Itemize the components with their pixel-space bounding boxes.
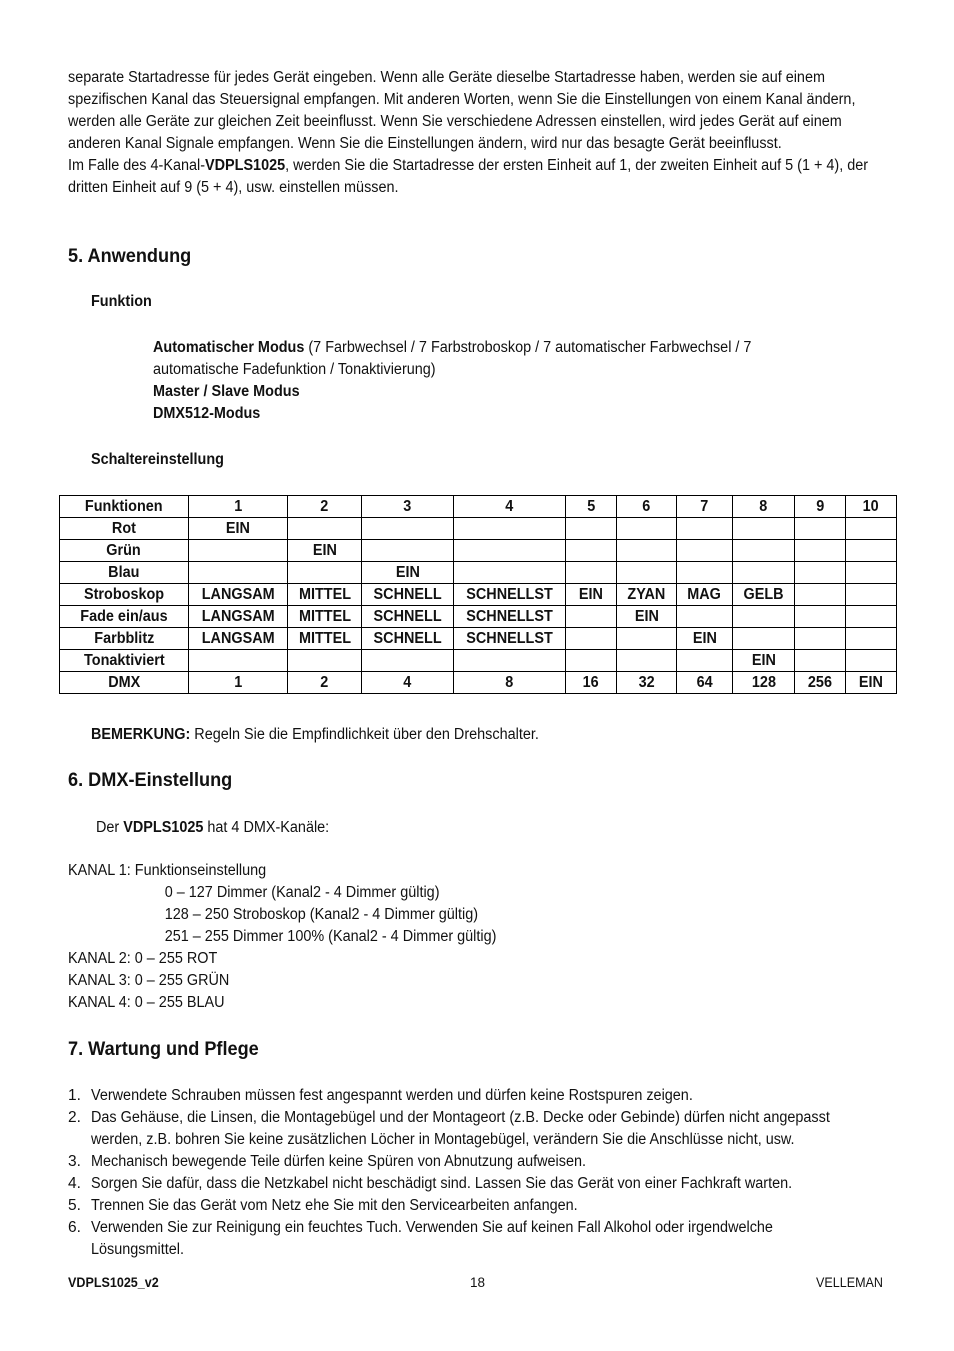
kanal-1-range-3: 251 – 255 Dimmer 100% (Kanal2 - 4 Dimmer gültig) — [164, 928, 497, 945]
table-cell — [733, 518, 795, 540]
table-cell — [795, 606, 846, 628]
list-number: 4. — [68, 1175, 81, 1192]
table-cell — [677, 496, 733, 518]
table-cell — [362, 628, 454, 650]
list-text: Sorgen Sie dafür, dass die Netzkabel nicht beschädigt sind. Lassen Sie das Gerät von einer Fachkraft warten. — [91, 1175, 793, 1192]
cell-text: 64 — [696, 674, 713, 691]
table-row — [60, 518, 897, 540]
list-text: Trennen Sie das Gerät vom Netz ehe Sie mit den Servicearbeiten anfangen. — [91, 1197, 578, 1214]
table-cell — [288, 606, 362, 628]
cell-text: MITTEL — [298, 630, 351, 647]
list-number: 3. — [68, 1153, 81, 1170]
table-cell — [362, 606, 454, 628]
table-cell — [454, 562, 566, 584]
cell-text: 9 — [815, 498, 825, 515]
section-7-heading: 7. Wartung und Pflege — [68, 1038, 259, 1060]
table-cell — [846, 628, 897, 650]
cell-text: 8 — [505, 674, 514, 691]
list-text: Mechanisch bewegende Teile dürfen keine Spüren von Abnutzung aufweisen. — [91, 1153, 587, 1170]
table-cell — [454, 496, 566, 518]
table-cell — [795, 518, 846, 540]
table-row-label — [60, 496, 189, 518]
auto-mode-line: Automatischer Modus (7 Farbwechsel / 7 Farbstroboskop / 7 automatischer Farbwechsel / 7 — [153, 339, 752, 356]
cell-text: SCHNELL — [373, 630, 442, 647]
cell-text: 3 — [403, 498, 412, 515]
table-cell — [677, 606, 733, 628]
list-text: Verwendete Schrauben müssen fest angespannt werden und dürfen keine Rostspuren zeigen. — [91, 1087, 693, 1104]
cell-text: SCHNELL — [373, 586, 442, 603]
table-cell — [189, 672, 288, 694]
cell-text: EIN — [225, 520, 251, 537]
table-cell — [617, 496, 677, 518]
cell-text: Funktionen — [85, 498, 163, 515]
cell-text: EIN — [312, 542, 337, 559]
cell-text: EIN — [395, 564, 420, 581]
table-cell — [795, 650, 846, 672]
table-cell — [795, 540, 846, 562]
table-cell — [362, 540, 454, 562]
table-cell — [288, 628, 362, 650]
table-cell — [189, 518, 288, 540]
table-cell — [617, 628, 677, 650]
table-cell — [189, 540, 288, 562]
cell-text: 8 — [759, 498, 768, 515]
table-cell — [566, 518, 617, 540]
table-cell — [617, 584, 677, 606]
cell-text: LANGSAM — [201, 586, 275, 603]
table-row — [60, 650, 897, 672]
dmx-intro-text: Der VDPLS1025 hat 4 DMX-Kanäle: — [96, 819, 330, 836]
footer-model: VDPLS1025_v2 — [68, 1275, 159, 1290]
cell-text: MAG — [687, 586, 722, 603]
table-row-label — [60, 584, 189, 606]
table-cell — [846, 562, 897, 584]
cell-text: EIN — [692, 630, 717, 647]
table-cell — [733, 628, 795, 650]
cell-text: 2 — [320, 498, 329, 515]
cell-text: EIN — [858, 674, 884, 691]
cell-text: 5 — [586, 498, 596, 515]
table-cell — [288, 562, 362, 584]
cell-text: ZYAN — [627, 586, 666, 603]
cell-text: 2 — [320, 674, 329, 691]
table-cell — [795, 628, 846, 650]
table-cell — [677, 672, 733, 694]
table-row-label — [60, 540, 189, 562]
cell-text: 7 — [700, 498, 709, 515]
table-cell — [189, 606, 288, 628]
cell-text: Tonaktiviert — [83, 652, 165, 669]
cell-text: Grün — [106, 542, 142, 559]
table-cell — [733, 584, 795, 606]
table-cell — [733, 650, 795, 672]
cell-text: MITTEL — [298, 586, 351, 603]
table-cell — [795, 672, 846, 694]
table-cell — [362, 650, 454, 672]
table-cell — [733, 606, 795, 628]
table-cell — [288, 496, 362, 518]
table-cell — [566, 584, 617, 606]
table-row — [60, 562, 897, 584]
table-row — [60, 540, 897, 562]
table-row-label — [60, 606, 189, 628]
table-row-label — [60, 650, 189, 672]
table-cell — [733, 672, 795, 694]
intro-block — [68, 67, 886, 199]
table-cell — [846, 650, 897, 672]
cell-text: EIN — [634, 608, 659, 625]
cell-text: LANGSAM — [201, 630, 275, 647]
cell-text: SCHNELLST — [466, 586, 553, 603]
master-slave-mode: Master / Slave Modus — [153, 383, 300, 400]
switch-settings-table — [59, 495, 897, 694]
table-cell — [288, 584, 362, 606]
table-cell — [454, 650, 566, 672]
table-cell — [795, 496, 846, 518]
table-cell — [454, 606, 566, 628]
note-line — [91, 724, 742, 746]
section-5-heading: 5. Anwendung — [68, 245, 192, 267]
cell-text: 6 — [642, 498, 651, 515]
table-cell — [677, 562, 733, 584]
kanal-block — [68, 860, 719, 1014]
table-cell — [189, 496, 288, 518]
funktion-label: Funktion — [91, 293, 152, 310]
table-cell — [189, 628, 288, 650]
cell-text: 32 — [638, 674, 655, 691]
table-cell — [846, 518, 897, 540]
cell-text: SCHNELL — [373, 608, 442, 625]
cell-text: Fade ein/aus — [80, 608, 168, 625]
table-cell — [617, 672, 677, 694]
cell-text: 4 — [403, 674, 412, 691]
cell-text: 128 — [751, 674, 776, 691]
table-cell — [617, 650, 677, 672]
table-cell — [617, 606, 677, 628]
footer-brand: VELLEMAN — [816, 1275, 883, 1290]
footer-page-number: 18 — [470, 1275, 486, 1290]
schalter-label: Schaltereinstellung — [91, 451, 224, 468]
auto-mode-line-2: automatische Fadefunktion / Tonaktivierung) — [153, 361, 436, 378]
table-cell — [454, 540, 566, 562]
list-number: 1. — [68, 1087, 81, 1104]
table-cell — [362, 562, 454, 584]
cell-text: 10 — [862, 498, 880, 515]
intro-paragraph-2: Im Falle des 4-Kanal-VDPLS1025, werden Sie die Startadresse der ersten Einheit auf 1, der zweiten Einheit auf 5 (1 + 4), der dritten Einheit auf 9 (5 + 4), usw. einstellen müssen. — [68, 157, 869, 196]
table-row — [60, 606, 897, 628]
list-number: 6. — [68, 1219, 81, 1236]
table-cell — [288, 518, 362, 540]
kanal-1: KANAL 1: Funktionseinstellung — [68, 862, 267, 879]
cell-text: 1 — [233, 674, 243, 691]
table-cell — [617, 562, 677, 584]
kanal-3: KANAL 3: 0 – 255 GRÜN — [68, 972, 230, 989]
table-cell — [677, 628, 733, 650]
dmx-intro — [96, 817, 654, 839]
table-cell — [677, 540, 733, 562]
table-row-label — [60, 628, 189, 650]
table-header-row — [60, 496, 897, 518]
table-cell — [795, 562, 846, 584]
table-cell — [288, 540, 362, 562]
cell-text: GELB — [743, 586, 784, 603]
table-cell — [846, 496, 897, 518]
table-cell — [733, 496, 795, 518]
table-cell — [566, 606, 617, 628]
section-6-heading: 6. DMX-Einstellung — [68, 769, 233, 791]
cell-text: EIN — [751, 652, 776, 669]
table-cell — [733, 540, 795, 562]
table-cell — [566, 650, 617, 672]
table-cell — [454, 584, 566, 606]
table-cell — [454, 672, 566, 694]
table-cell — [677, 518, 733, 540]
cell-text: SCHNELLST — [466, 608, 553, 625]
kanal-2: KANAL 2: 0 – 255 ROT — [68, 950, 218, 967]
cell-text: 4 — [505, 498, 514, 515]
switch-table-body — [60, 496, 897, 694]
table-row — [60, 672, 897, 694]
table-row — [60, 584, 897, 606]
cell-text: EIN — [578, 586, 604, 603]
table-cell — [846, 606, 897, 628]
cell-text: LANGSAM — [201, 608, 275, 625]
table-cell — [566, 628, 617, 650]
cell-text: Rot — [111, 520, 137, 537]
dmx512-mode: DMX512-Modus — [153, 405, 261, 422]
table-cell — [846, 540, 897, 562]
table-row-label — [60, 672, 189, 694]
table-cell — [677, 650, 733, 672]
cell-text: SCHNELLST — [466, 630, 553, 647]
kanal-1-range-1: 0 – 127 Dimmer (Kanal2 - 4 Dimmer gültig) — [164, 884, 440, 901]
table-cell — [454, 628, 566, 650]
cell-text: DMX — [107, 674, 141, 691]
table-cell — [795, 584, 846, 606]
table-cell — [617, 540, 677, 562]
cell-text: Stroboskop — [83, 586, 165, 603]
table-cell — [566, 496, 617, 518]
note-text: BEMERKUNG: Regeln Sie die Empfindlichkeit über den Drehschalter. — [91, 726, 539, 743]
table-row-label — [60, 518, 189, 540]
cell-text: Farbblitz — [93, 630, 155, 647]
kanal-4: KANAL 4: 0 – 255 BLAU — [68, 994, 225, 1011]
table-cell — [566, 540, 617, 562]
list-number: 2. — [68, 1109, 81, 1126]
table-row — [60, 628, 897, 650]
kanal-1-range-2: 128 – 250 Stroboskop (Kanal2 - 4 Dimmer gültig) — [164, 906, 479, 923]
table-cell — [362, 672, 454, 694]
intro-paragraph-1: separate Startadresse für jedes Gerät eingeben. Wenn alle Geräte dieselbe Startadresse haben, werden sie auf einem spezifischen Kanal das Steuersignal empfangen. Mit anderen Worten, wenn Sie die Einstellungen von einem Kanal ändern, werden alle Geräte zur gleichen Zeit beeinflusst. Wenn Sie verschiedene Adressen einstellen, wird jedes Gerät auf einem anderen Kanal Signale empfangen. Wenn Sie die Einstellungen ändern, wird nur das besagte Gerät beeinflusst. — [68, 69, 856, 152]
table-cell — [362, 518, 454, 540]
table-cell — [566, 562, 617, 584]
table-row-label — [60, 562, 189, 584]
table-cell — [362, 496, 454, 518]
table-cell — [189, 584, 288, 606]
list-text: Das Gehäuse, die Linsen, die Montagebügel und der Montageort (z.B. Decke oder Gebinde) dürfen nicht angepasst werden, z.B. bohren Sie keine zusätzlichen Löcher in Montagebügel, verändern Sie die Anschlüsse nicht, usw. — [91, 1109, 830, 1148]
table-cell — [566, 672, 617, 694]
table-cell — [362, 584, 454, 606]
table-cell — [617, 518, 677, 540]
table-cell — [677, 584, 733, 606]
table-cell — [288, 650, 362, 672]
cell-text: MITTEL — [298, 608, 351, 625]
cell-text: 1 — [233, 498, 243, 515]
table-cell — [733, 562, 795, 584]
cell-text: Blau — [108, 564, 140, 581]
table-cell — [189, 650, 288, 672]
cell-text: 16 — [582, 674, 600, 691]
list-text: Verwenden Sie zur Reinigung ein feuchtes Tuch. Verwenden Sie auf keinen Fall Alkohol oder irgendwelche Lösungsmittel. — [91, 1219, 773, 1258]
cell-text: 256 — [807, 674, 833, 691]
list-number: 5. — [68, 1197, 81, 1214]
table-cell — [189, 562, 288, 584]
table-cell — [846, 584, 897, 606]
table-cell — [454, 518, 566, 540]
modes-block — [153, 337, 841, 425]
table-cell — [846, 672, 897, 694]
table-cell — [288, 672, 362, 694]
